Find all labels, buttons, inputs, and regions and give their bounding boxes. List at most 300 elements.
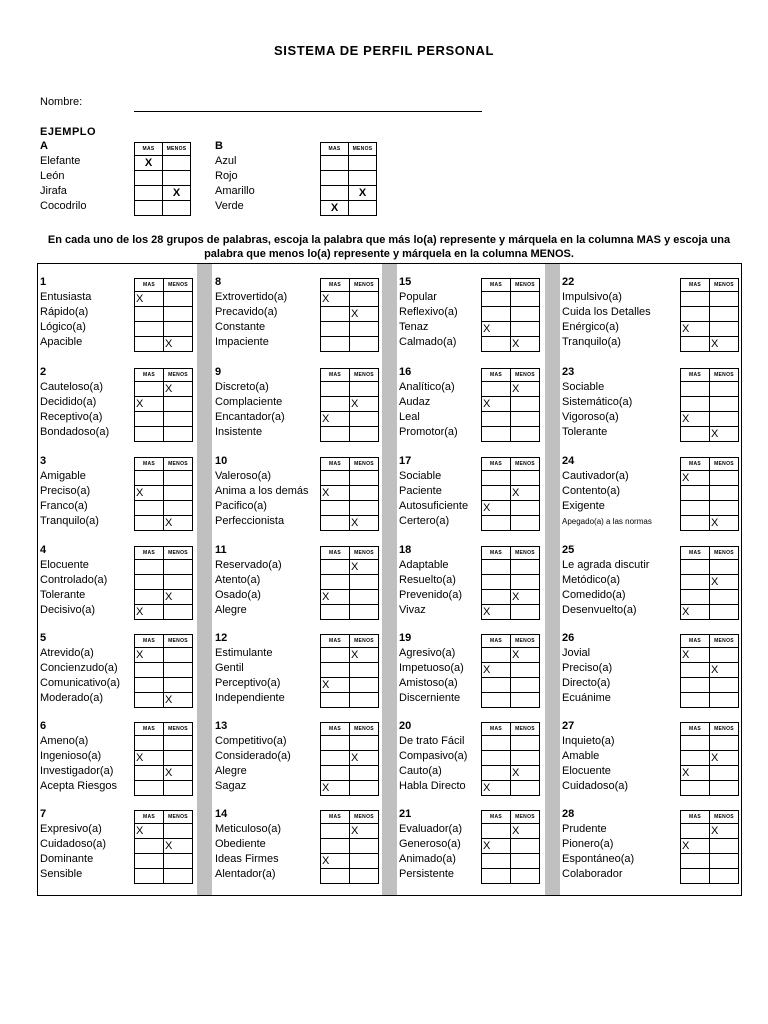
group-word: Amigable — [40, 470, 86, 482]
group-number: 18 — [399, 544, 412, 556]
menos-cell[interactable] — [350, 605, 379, 620]
menos-cell[interactable] — [350, 663, 379, 678]
menos-cell[interactable] — [710, 766, 739, 781]
mas-cell[interactable]: X — [135, 751, 164, 766]
menos-cell[interactable] — [710, 590, 739, 605]
mas-cell[interactable] — [321, 337, 350, 352]
mas-cell[interactable]: X — [321, 201, 349, 216]
example-mark-table — [134, 142, 191, 216]
menos-cell[interactable] — [163, 171, 191, 186]
mas-cell[interactable] — [482, 516, 511, 531]
menos-cell[interactable] — [349, 156, 377, 171]
menos-cell[interactable] — [511, 575, 540, 590]
menos-cell[interactable] — [710, 560, 739, 575]
mas-cell[interactable] — [681, 427, 710, 442]
menos-cell[interactable]: X — [511, 590, 540, 605]
menos-cell[interactable] — [164, 575, 193, 590]
group-word: Habla Directo — [399, 780, 466, 792]
mas-cell[interactable]: X — [482, 839, 511, 854]
mas-cell[interactable] — [681, 397, 710, 412]
mas-cell[interactable] — [135, 186, 163, 201]
mas-cell[interactable] — [321, 839, 350, 854]
mas-cell[interactable] — [482, 382, 511, 397]
mas-cell[interactable] — [321, 824, 350, 839]
menos-cell[interactable] — [350, 575, 379, 590]
mas-cell[interactable] — [321, 736, 350, 751]
menos-cell[interactable] — [511, 412, 540, 427]
menos-cell[interactable]: X — [710, 575, 739, 590]
menos-cell[interactable]: X — [350, 648, 379, 663]
group-number: 19 — [399, 632, 412, 644]
mark-table — [481, 368, 540, 442]
menos-cell[interactable]: X — [164, 839, 193, 854]
menos-cell[interactable] — [164, 560, 193, 575]
menos-cell[interactable]: X — [511, 337, 540, 352]
menos-cell[interactable] — [350, 337, 379, 352]
menos-cell[interactable]: X — [710, 751, 739, 766]
mark-table — [481, 810, 540, 884]
mas-cell[interactable] — [135, 839, 164, 854]
menos-cell[interactable] — [350, 382, 379, 397]
mas-cell[interactable] — [321, 501, 350, 516]
mas-cell[interactable] — [681, 501, 710, 516]
mas-cell[interactable] — [482, 648, 511, 663]
mas-cell[interactable]: X — [135, 397, 164, 412]
mas-cell[interactable]: X — [321, 854, 350, 869]
mas-cell[interactable] — [681, 560, 710, 575]
mas-cell[interactable]: X — [681, 648, 710, 663]
menos-cell[interactable] — [511, 751, 540, 766]
mark-table — [320, 722, 379, 796]
menos-cell[interactable] — [164, 736, 193, 751]
mas-cell[interactable] — [135, 781, 164, 796]
mas-cell[interactable]: X — [135, 486, 164, 501]
menos-cell[interactable] — [164, 678, 193, 693]
menos-cell[interactable] — [710, 854, 739, 869]
menos-cell[interactable]: X — [350, 560, 379, 575]
menos-header: MENOS — [511, 635, 540, 648]
menos-cell[interactable] — [164, 663, 193, 678]
menos-header: MENOS — [710, 723, 739, 736]
menos-cell[interactable] — [164, 486, 193, 501]
mas-cell[interactable]: X — [321, 678, 350, 693]
group-word: Tolerante — [562, 426, 608, 438]
menos-cell[interactable]: X — [349, 186, 377, 201]
menos-cell[interactable]: X — [350, 751, 379, 766]
menos-cell[interactable] — [164, 824, 193, 839]
mas-cell[interactable] — [681, 590, 710, 605]
menos-cell[interactable] — [350, 781, 379, 796]
mas-cell[interactable] — [321, 575, 350, 590]
menos-cell[interactable] — [511, 292, 540, 307]
menos-cell[interactable] — [511, 560, 540, 575]
mas-cell[interactable] — [135, 678, 164, 693]
menos-cell[interactable] — [511, 869, 540, 884]
mas-cell[interactable] — [482, 471, 511, 486]
menos-cell[interactable] — [164, 397, 193, 412]
group-word: Cuidadoso(a) — [562, 780, 629, 792]
menos-cell[interactable] — [164, 292, 193, 307]
mas-cell[interactable] — [321, 186, 349, 201]
mas-cell[interactable] — [321, 751, 350, 766]
mas-cell[interactable] — [681, 486, 710, 501]
menos-cell[interactable] — [350, 427, 379, 442]
group-word: Elocuente — [562, 765, 611, 777]
menos-cell[interactable] — [710, 678, 739, 693]
group-number: 13 — [215, 720, 228, 732]
group-word: Decisivo(a) — [40, 604, 96, 616]
mas-cell[interactable] — [681, 337, 710, 352]
menos-cell[interactable] — [164, 471, 193, 486]
mas-header: MAS — [681, 369, 710, 382]
mark-table — [680, 278, 739, 352]
menos-cell[interactable] — [349, 171, 377, 186]
mas-cell[interactable] — [135, 337, 164, 352]
group-word: Decidido(a) — [40, 396, 97, 408]
example-word: Verde — [215, 200, 244, 212]
mas-cell[interactable] — [135, 736, 164, 751]
mas-cell[interactable] — [482, 693, 511, 708]
mas-cell[interactable] — [482, 736, 511, 751]
menos-cell[interactable] — [163, 156, 191, 171]
mas-cell[interactable] — [321, 663, 350, 678]
mas-cell[interactable] — [135, 854, 164, 869]
group-word: Compasivo(a) — [399, 750, 468, 762]
menos-cell[interactable] — [164, 427, 193, 442]
menos-cell[interactable] — [710, 693, 739, 708]
mas-cell[interactable] — [482, 590, 511, 605]
menos-cell[interactable] — [710, 322, 739, 337]
mas-cell[interactable] — [135, 307, 164, 322]
mas-cell[interactable] — [681, 575, 710, 590]
menos-cell[interactable] — [164, 322, 193, 337]
group-word: Considerado(a) — [215, 750, 291, 762]
mas-cell[interactable] — [135, 427, 164, 442]
menos-cell[interactable] — [511, 605, 540, 620]
menos-cell[interactable] — [350, 869, 379, 884]
menos-cell[interactable] — [511, 736, 540, 751]
example-letter: B — [215, 140, 223, 152]
group-number: 12 — [215, 632, 228, 644]
mas-cell[interactable] — [321, 648, 350, 663]
mas-cell[interactable]: X — [681, 322, 710, 337]
menos-header: MENOS — [710, 458, 739, 471]
menos-cell[interactable] — [710, 736, 739, 751]
group-number: 27 — [562, 720, 575, 732]
mas-cell[interactable]: X — [321, 590, 350, 605]
menos-cell[interactable] — [710, 869, 739, 884]
group-word: Resuelto(a) — [399, 574, 456, 586]
menos-cell[interactable] — [350, 839, 379, 854]
mas-cell[interactable]: X — [135, 648, 164, 663]
mas-cell[interactable]: X — [681, 412, 710, 427]
menos-cell[interactable] — [511, 678, 540, 693]
menos-cell[interactable] — [511, 781, 540, 796]
menos-cell[interactable] — [164, 781, 193, 796]
group-word: Analítico(a) — [399, 381, 455, 393]
menos-cell[interactable] — [710, 471, 739, 486]
example-word: Azul — [215, 155, 237, 167]
menos-cell[interactable]: X — [511, 648, 540, 663]
mas-cell[interactable] — [321, 382, 350, 397]
mas-cell[interactable] — [135, 560, 164, 575]
menos-cell[interactable] — [350, 766, 379, 781]
mas-cell[interactable] — [482, 869, 511, 884]
menos-cell[interactable]: X — [511, 824, 540, 839]
mas-cell[interactable] — [482, 427, 511, 442]
menos-cell[interactable] — [710, 307, 739, 322]
mas-cell[interactable] — [321, 516, 350, 531]
group-word: Competitivo(a) — [215, 735, 287, 747]
mas-cell[interactable] — [135, 201, 163, 216]
menos-cell[interactable] — [164, 501, 193, 516]
menos-cell[interactable] — [350, 471, 379, 486]
menos-cell[interactable] — [350, 693, 379, 708]
group-word: Tranquilo(a) — [562, 336, 621, 348]
mas-cell[interactable] — [321, 560, 350, 575]
mas-cell[interactable] — [321, 156, 349, 171]
mas-cell[interactable]: X — [321, 486, 350, 501]
group-word: Meticuloso(a) — [215, 823, 282, 835]
mas-cell[interactable]: X — [681, 471, 710, 486]
mas-cell[interactable]: X — [135, 292, 164, 307]
mas-cell[interactable] — [681, 516, 710, 531]
mas-cell[interactable] — [321, 322, 350, 337]
menos-cell[interactable]: X — [710, 337, 739, 352]
mas-cell[interactable]: X — [482, 663, 511, 678]
menos-cell[interactable] — [710, 397, 739, 412]
menos-cell[interactable] — [710, 648, 739, 663]
mas-cell[interactable] — [482, 854, 511, 869]
menos-header: MENOS — [164, 723, 193, 736]
mas-cell[interactable] — [681, 736, 710, 751]
menos-cell[interactable] — [163, 201, 191, 216]
menos-cell[interactable] — [350, 292, 379, 307]
menos-cell[interactable] — [511, 501, 540, 516]
menos-cell[interactable] — [164, 412, 193, 427]
mark-table — [320, 810, 379, 884]
mas-cell[interactable] — [321, 171, 349, 186]
menos-cell[interactable]: X — [164, 693, 193, 708]
mas-header: MAS — [135, 547, 164, 560]
mas-cell[interactable] — [135, 322, 164, 337]
menos-cell[interactable] — [511, 397, 540, 412]
mas-cell[interactable]: X — [482, 397, 511, 412]
menos-cell[interactable] — [350, 678, 379, 693]
menos-cell[interactable]: X — [164, 337, 193, 352]
menos-cell[interactable] — [511, 663, 540, 678]
menos-header: MENOS — [710, 279, 739, 292]
menos-cell[interactable]: X — [164, 382, 193, 397]
mas-cell[interactable]: X — [482, 501, 511, 516]
mas-cell[interactable] — [482, 412, 511, 427]
mark-table — [320, 368, 379, 442]
menos-header: MENOS — [350, 723, 379, 736]
group-word: Paciente — [399, 485, 442, 497]
mas-cell[interactable] — [135, 575, 164, 590]
mas-cell[interactable] — [321, 307, 350, 322]
mas-cell[interactable] — [681, 869, 710, 884]
mas-cell[interactable] — [135, 412, 164, 427]
mas-cell[interactable]: X — [135, 156, 163, 171]
menos-cell[interactable] — [511, 839, 540, 854]
mas-cell[interactable] — [482, 824, 511, 839]
menos-cell[interactable] — [710, 412, 739, 427]
mas-cell[interactable] — [135, 516, 164, 531]
group-word: Desenvuelto(a) — [562, 604, 637, 616]
mas-cell[interactable] — [135, 693, 164, 708]
mas-cell[interactable] — [482, 337, 511, 352]
menos-cell[interactable] — [164, 648, 193, 663]
menos-cell[interactable] — [164, 751, 193, 766]
menos-cell[interactable]: X — [164, 516, 193, 531]
menos-cell[interactable] — [710, 292, 739, 307]
mark-table — [320, 278, 379, 352]
menos-cell[interactable] — [710, 839, 739, 854]
menos-cell[interactable]: X — [350, 397, 379, 412]
mas-cell[interactable] — [681, 781, 710, 796]
mas-cell[interactable]: X — [482, 781, 511, 796]
menos-header: MENOS — [349, 143, 377, 156]
menos-cell[interactable] — [511, 516, 540, 531]
menos-cell[interactable] — [511, 427, 540, 442]
menos-cell[interactable]: X — [511, 382, 540, 397]
group-word: Exigente — [562, 500, 605, 512]
mas-cell[interactable] — [681, 307, 710, 322]
menos-cell[interactable] — [350, 322, 379, 337]
group-word: Metódico(a) — [562, 574, 621, 586]
group-word: Tolerante — [40, 589, 86, 601]
group-word: Perfeccionista — [215, 515, 285, 527]
mas-cell[interactable]: X — [482, 322, 511, 337]
mas-cell[interactable]: X — [321, 412, 350, 427]
mas-cell[interactable] — [482, 560, 511, 575]
menos-cell[interactable] — [710, 501, 739, 516]
mas-header: MAS — [135, 143, 163, 156]
mas-cell[interactable] — [321, 766, 350, 781]
menos-header: MENOS — [164, 458, 193, 471]
menos-cell[interactable] — [511, 854, 540, 869]
mas-cell[interactable] — [681, 854, 710, 869]
nombre-field[interactable] — [134, 111, 482, 112]
mas-cell[interactable] — [482, 292, 511, 307]
menos-cell[interactable]: X — [163, 186, 191, 201]
mas-cell[interactable] — [135, 766, 164, 781]
group-word: Jovial — [562, 647, 591, 659]
group-word: Insistente — [215, 426, 263, 438]
mas-cell[interactable]: X — [681, 766, 710, 781]
menos-cell[interactable]: X — [511, 486, 540, 501]
menos-cell[interactable] — [350, 501, 379, 516]
mas-cell[interactable] — [135, 501, 164, 516]
mas-cell[interactable]: X — [482, 605, 511, 620]
mas-cell[interactable] — [681, 824, 710, 839]
menos-cell[interactable] — [710, 605, 739, 620]
nombre-label: Nombre: — [40, 96, 83, 108]
mas-cell[interactable] — [321, 427, 350, 442]
menos-cell[interactable] — [350, 590, 379, 605]
group-number: 6 — [40, 720, 47, 732]
menos-cell[interactable] — [164, 854, 193, 869]
menos-cell[interactable] — [350, 486, 379, 501]
group-number: 25 — [562, 544, 575, 556]
menos-cell[interactable] — [511, 322, 540, 337]
mas-cell[interactable]: X — [321, 292, 350, 307]
mas-cell[interactable] — [681, 382, 710, 397]
menos-cell[interactable] — [164, 605, 193, 620]
mas-cell[interactable] — [135, 471, 164, 486]
group-word: Alentador(a) — [215, 868, 276, 880]
menos-cell[interactable] — [710, 781, 739, 796]
menos-cell[interactable]: X — [511, 766, 540, 781]
mas-cell[interactable] — [135, 663, 164, 678]
mas-cell[interactable] — [681, 292, 710, 307]
menos-cell[interactable] — [350, 412, 379, 427]
menos-cell[interactable] — [710, 486, 739, 501]
mas-cell[interactable] — [135, 590, 164, 605]
menos-cell[interactable]: X — [710, 516, 739, 531]
mas-cell[interactable] — [321, 693, 350, 708]
example-word: León — [40, 170, 65, 182]
group-word: Autosuficiente — [399, 500, 469, 512]
mas-cell[interactable] — [321, 605, 350, 620]
mas-cell[interactable] — [681, 678, 710, 693]
group-word: Valeroso(a) — [215, 470, 272, 482]
menos-cell[interactable] — [710, 382, 739, 397]
menos-cell[interactable] — [511, 471, 540, 486]
mas-cell[interactable] — [482, 486, 511, 501]
mas-cell[interactable]: X — [681, 839, 710, 854]
menos-cell[interactable]: X — [350, 516, 379, 531]
mas-cell[interactable]: X — [681, 605, 710, 620]
mas-cell[interactable] — [681, 751, 710, 766]
mas-cell[interactable] — [135, 382, 164, 397]
menos-cell[interactable] — [164, 307, 193, 322]
menos-cell[interactable]: X — [350, 307, 379, 322]
mas-cell[interactable]: X — [321, 781, 350, 796]
mas-cell[interactable] — [321, 869, 350, 884]
mas-cell[interactable] — [321, 471, 350, 486]
menos-cell[interactable] — [511, 693, 540, 708]
mas-cell[interactable] — [482, 766, 511, 781]
menos-cell[interactable]: X — [710, 427, 739, 442]
menos-header: MENOS — [350, 811, 379, 824]
mas-cell[interactable] — [321, 397, 350, 412]
mas-cell[interactable] — [681, 693, 710, 708]
menos-cell[interactable]: X — [164, 590, 193, 605]
menos-cell[interactable] — [164, 869, 193, 884]
group-number: 24 — [562, 455, 575, 467]
mas-cell[interactable] — [135, 869, 164, 884]
menos-cell[interactable]: X — [164, 766, 193, 781]
menos-cell[interactable] — [350, 854, 379, 869]
mas-cell[interactable] — [135, 171, 163, 186]
menos-cell[interactable]: X — [350, 824, 379, 839]
menos-cell[interactable] — [349, 201, 377, 216]
menos-cell[interactable] — [350, 736, 379, 751]
mas-cell[interactable] — [482, 678, 511, 693]
ejemplo-title: EJEMPLO — [40, 126, 97, 138]
menos-cell[interactable]: X — [710, 663, 739, 678]
mas-cell[interactable]: X — [135, 605, 164, 620]
mas-cell[interactable] — [482, 575, 511, 590]
mas-cell[interactable] — [482, 307, 511, 322]
mas-cell[interactable] — [681, 663, 710, 678]
mas-cell[interactable]: X — [135, 824, 164, 839]
menos-cell[interactable] — [511, 307, 540, 322]
menos-cell[interactable]: X — [710, 824, 739, 839]
mas-cell[interactable] — [482, 751, 511, 766]
